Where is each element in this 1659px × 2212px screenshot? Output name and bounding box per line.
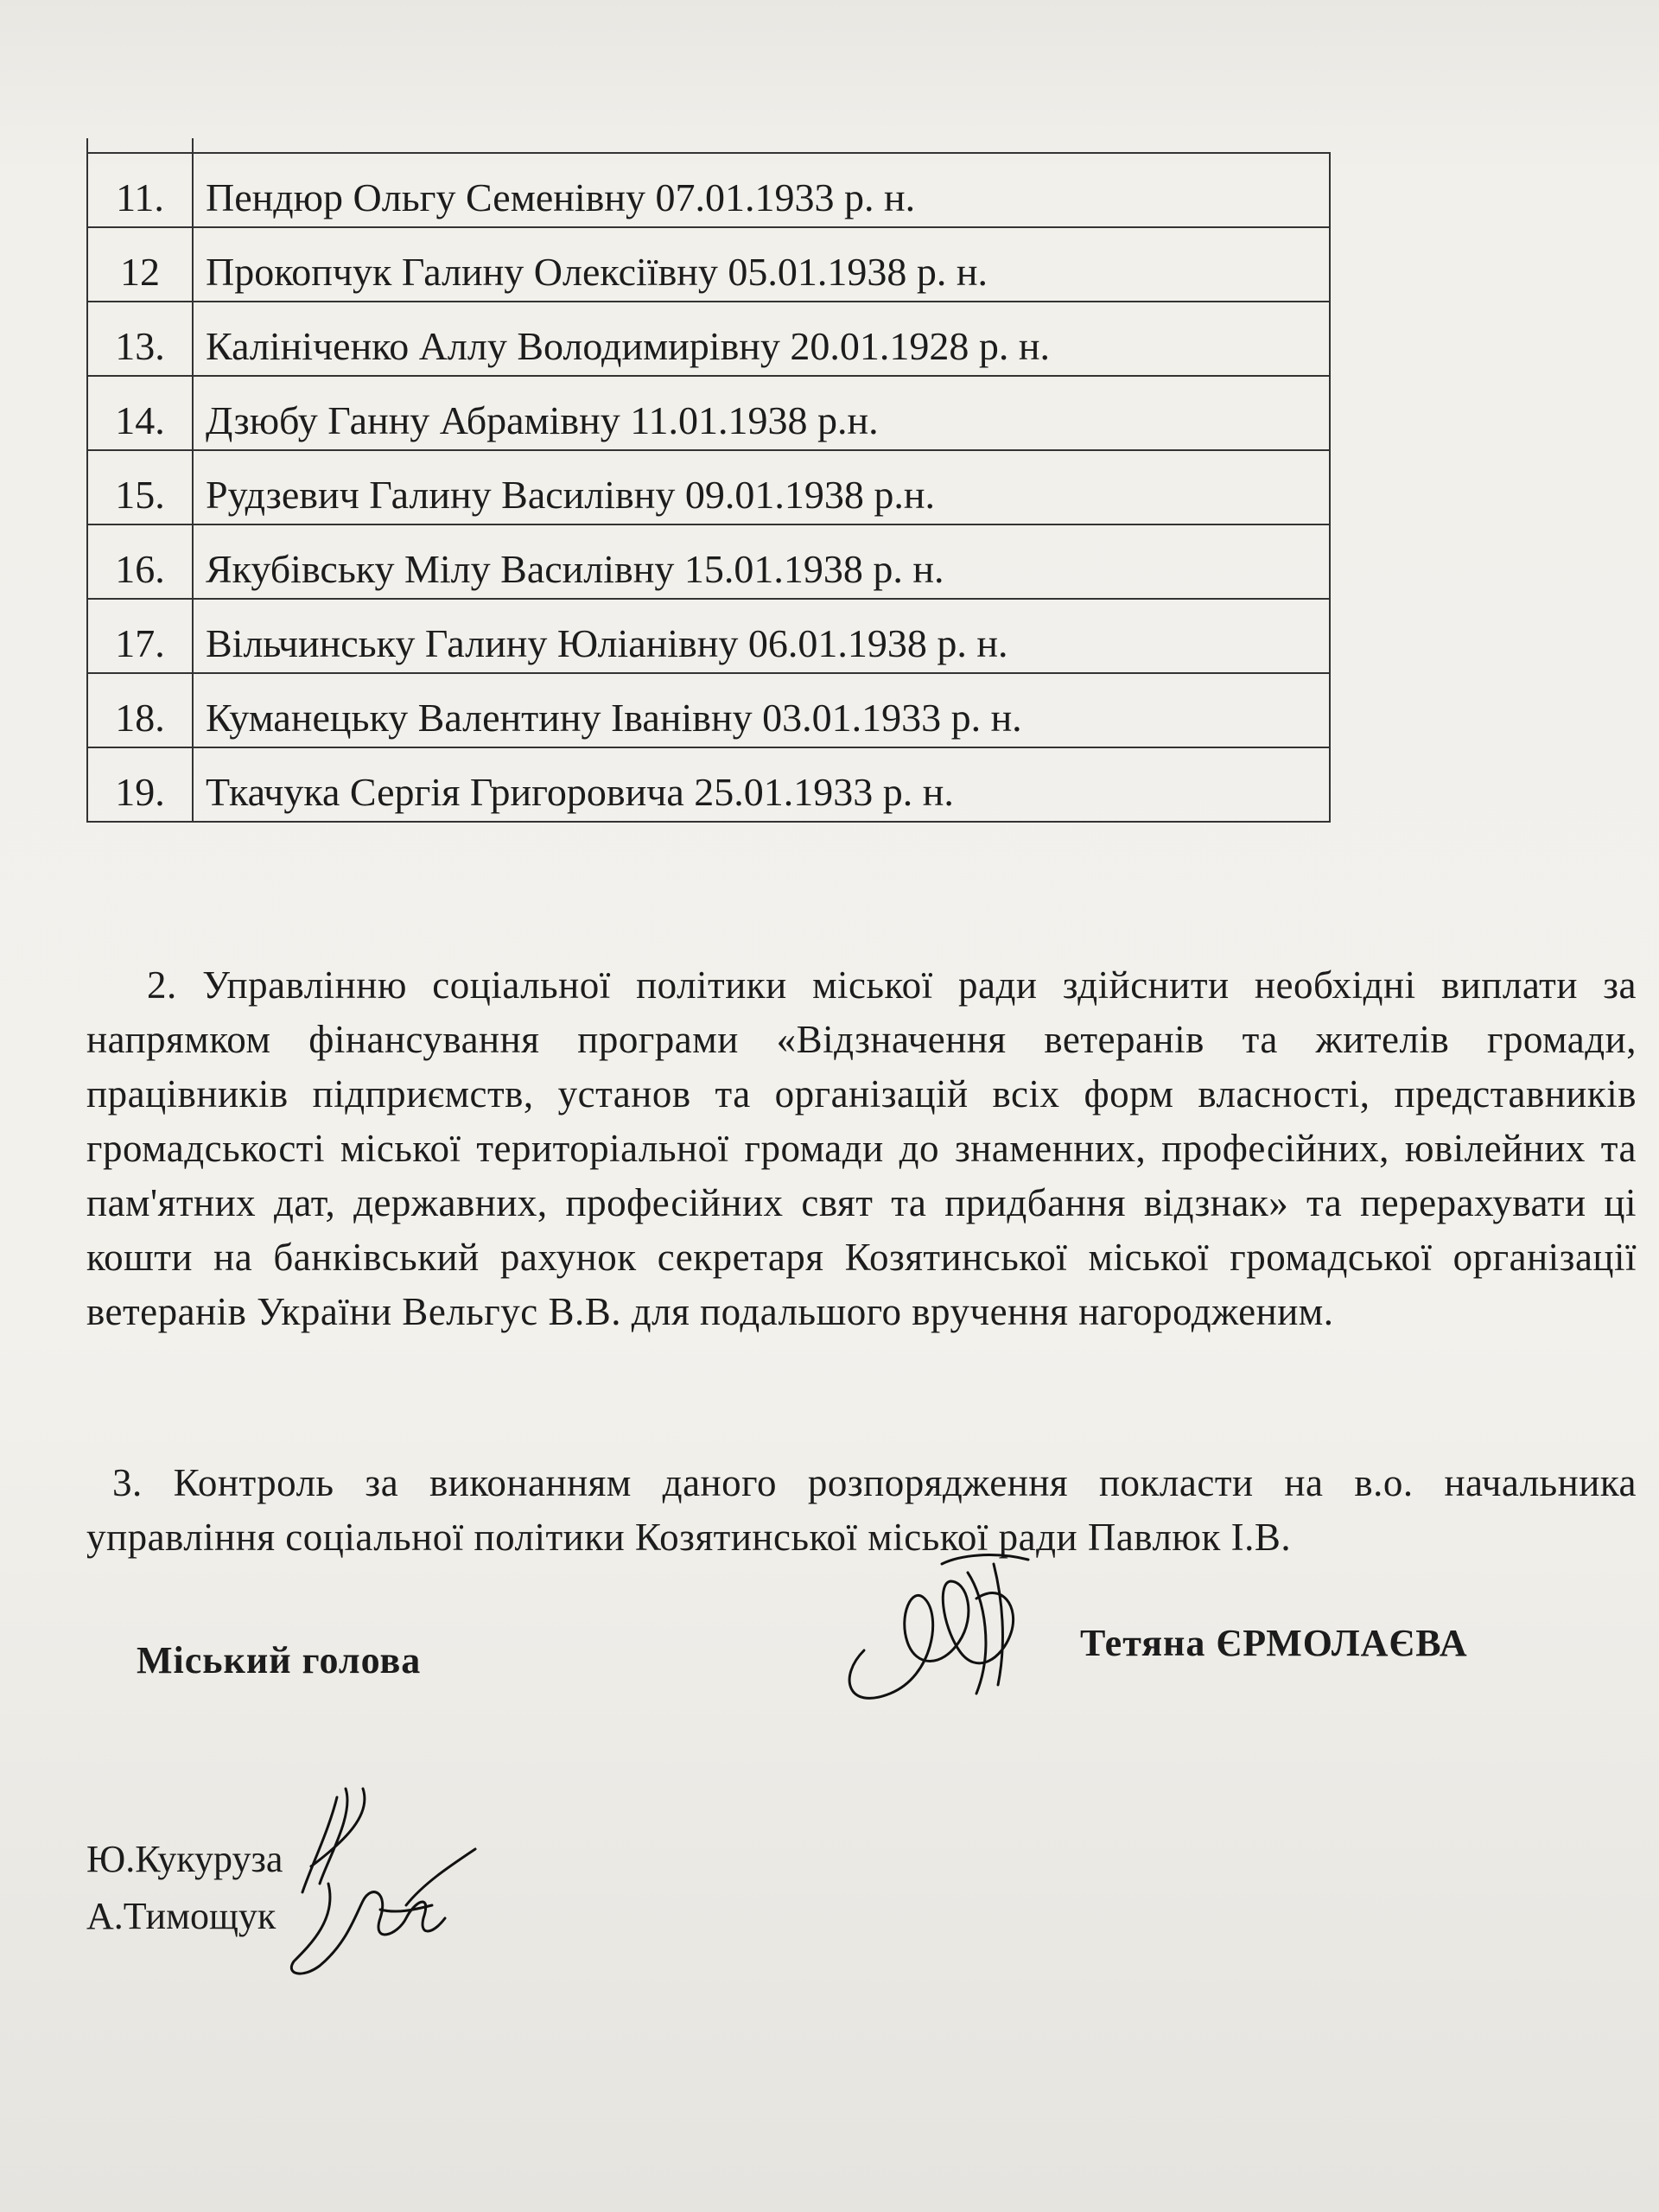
- table-row: [87, 302, 1330, 376]
- row-number: 17.: [87, 599, 193, 673]
- row-entry: Калініченко Аллу Володимирівну 20.01.1928 р. н.: [193, 302, 1330, 376]
- paragraph-3: 3. Контроль за виконанням даного розпорядження покласти на в.о. начальника управління соціальної політики Козятинської міської ради Павлюк І.В.: [86, 1461, 1637, 1559]
- table-row: [87, 599, 1330, 673]
- table-row: [87, 747, 1330, 822]
- row-entry: Рудзевич Галину Василівну 09.01.1938 р.н.: [193, 450, 1330, 524]
- row-entry: Ткачука Сергія Григоровича 25.01.1933 р. н.: [193, 747, 1330, 822]
- signatory-title: Міський голова: [137, 1639, 422, 1681]
- row-number: 12: [87, 227, 193, 302]
- row-number: 15.: [87, 450, 193, 524]
- paragraph-2: 2. Управлінню соціальної політики міської ради здійснити необхідні виплати за напрямком фінансування програми «Відзначення ветеранів та жителів громади, працівників підприємств, установ та організацій всіх форм власності, представників громадськості міської територіальної громади до знаменних, професійних, ювілейних та пам'ятних дат, державних, професійних свят та придбання відзнак» та перерахувати ці кошти на банківський рахунок секретаря Козятинської міської громадської організації ветеранів України Вельгус В.В. для подальшого вручення нагородженим.: [86, 963, 1637, 1333]
- approver-signature-icon: [276, 1763, 501, 1996]
- approver-name: А.Тимощук: [86, 1895, 276, 1937]
- recipients-table-container: [86, 152, 1331, 823]
- row-entry: Якубівську Мілу Василівну 15.01.1938 р. н.: [193, 524, 1330, 599]
- approver-name: Ю.Кукуруза: [86, 1838, 283, 1880]
- row-number: 11.: [87, 153, 193, 227]
- row-number: 16.: [87, 524, 193, 599]
- row-number: 14.: [87, 376, 193, 450]
- row-entry: Вільчинську Галину Юліанівну 06.01.1938 р. н.: [193, 599, 1330, 673]
- row-entry: Куманецьку Валентину Іванівну 03.01.1933 р. н.: [193, 673, 1330, 747]
- table-row: [87, 673, 1330, 747]
- row-number: 19.: [87, 747, 193, 822]
- recipients-table: [86, 152, 1331, 823]
- table-row: [87, 524, 1330, 599]
- row-entry: Прокопчук Галину Олексіївну 05.01.1938 р. н.: [193, 227, 1330, 302]
- signatory-name: Тетяна ЄРМОЛАЄВА: [1080, 1622, 1468, 1664]
- recipients-table-body: [87, 153, 1330, 822]
- table-row: [87, 227, 1330, 302]
- mayor-signature-icon: [830, 1547, 1054, 1711]
- table-row: [87, 376, 1330, 450]
- row-entry: Дзюбу Ганну Абрамівну 11.01.1938 р.н.: [193, 376, 1330, 450]
- table-row: [87, 153, 1330, 227]
- row-entry: Пендюр Ольгу Семенівну 07.01.1933 р. н.: [193, 153, 1330, 227]
- table-row: [87, 450, 1330, 524]
- row-number: 13.: [87, 302, 193, 376]
- row-number: 18.: [87, 673, 193, 747]
